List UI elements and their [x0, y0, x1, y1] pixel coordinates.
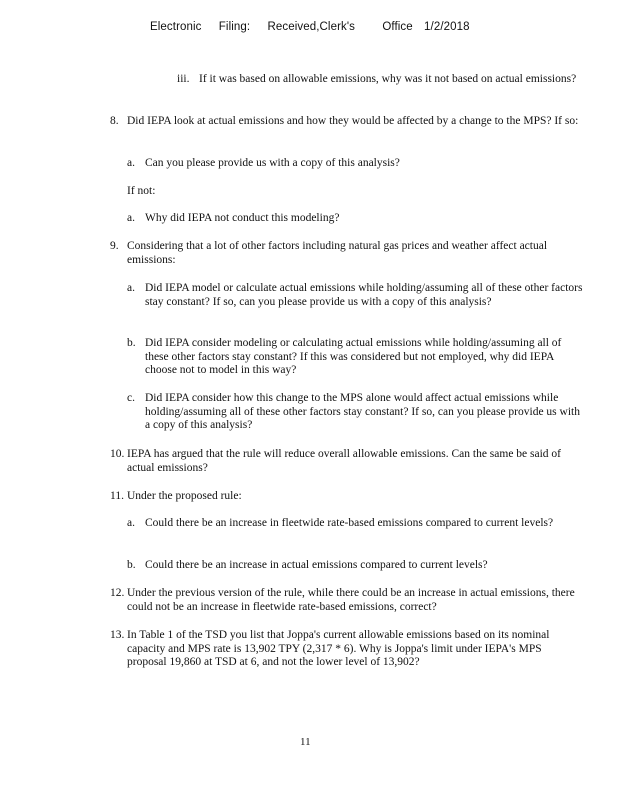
subquestion-marker: b.	[127, 337, 136, 349]
subquestion-text: Did IEPA consider how this change to the MPS alone would affect actual emissions while holding/assuming all of these other factors stay constant? If so, can you please provide us with a copy of this analysis?	[145, 392, 580, 431]
page-number: 11	[300, 736, 311, 748]
subquestion-marker: a.	[127, 517, 135, 529]
item-marker: iii.	[177, 73, 190, 85]
question-text: IEPA has argued that the rule will reduce overall allowable emissions. Can the same be said of actual emissions?	[127, 448, 562, 474]
question-number: 11.	[110, 490, 124, 502]
question-text: Did IEPA look at actual emissions and how they would be affected by a change to the MPS? If so:	[127, 115, 579, 127]
question-number: 13.	[110, 629, 125, 641]
subquestion-text: Why did IEPA not conduct this modeling?	[145, 212, 340, 224]
subquestion-text: Did IEPA model or calculate actual emissions while holding/assuming all of these other factors stay constant? If so, can you please provide us with a copy of this analysis?	[145, 282, 583, 308]
subquestion-marker: a.	[127, 212, 135, 224]
question-text: In Table 1 of the TSD you list that Joppa's current allowable emissions based on its nominal capacity and MPS rate is 13,902 TPY (2,317 * 6). Why is Joppa's limit under IEPA's MPS proposal 19,860 at TSD at 6, and not the lower level of 13,902?	[127, 629, 550, 668]
if-not-label: If not:	[127, 185, 156, 197]
header-word-office: Office	[382, 21, 413, 33]
subquestion-marker: b.	[127, 559, 136, 571]
header-word-filing: Filing:	[218, 21, 251, 33]
item-text: If it was based on allowable emissions, why was it not based on actual emissions?	[199, 73, 577, 85]
question-number: 9.	[110, 240, 119, 252]
header-word-electronic: Electronic	[150, 21, 202, 33]
question-number: 10.	[110, 448, 125, 460]
subquestion-text: Could there be an increase in fleetwide rate-based emissions compared to current levels?	[145, 517, 554, 529]
subquestion-text: Did IEPA consider modeling or calculating actual emissions while holding/assuming all of these other factors stay constant? If this was considered but not employed, why did IEPA choose not to model in this way?	[145, 337, 562, 376]
question-text: Considering that a lot of other factors including natural gas prices and weather affect actual emissions:	[127, 240, 548, 266]
header-date: 1/2/2018	[424, 21, 470, 33]
subquestion-text: Could there be an increase in actual emissions compared to current levels?	[145, 559, 488, 571]
question-number: 8.	[110, 115, 119, 127]
question-text: Under the proposed rule:	[127, 490, 242, 502]
question-number: 12.	[110, 587, 125, 599]
subquestion-marker: a.	[127, 282, 135, 294]
subquestion-marker: c.	[127, 392, 135, 404]
filing-header	[150, 21, 470, 33]
question-text: Under the previous version of the rule, while there could be an increase in actual emissions, there could not be an increase in fleetwide rate-based emissions, correct?	[127, 587, 575, 613]
subquestion-text: Can you please provide us with a copy of this analysis?	[145, 157, 400, 169]
header-word-received: Received,Clerk's	[267, 21, 356, 33]
subquestion-marker: a.	[127, 157, 135, 169]
